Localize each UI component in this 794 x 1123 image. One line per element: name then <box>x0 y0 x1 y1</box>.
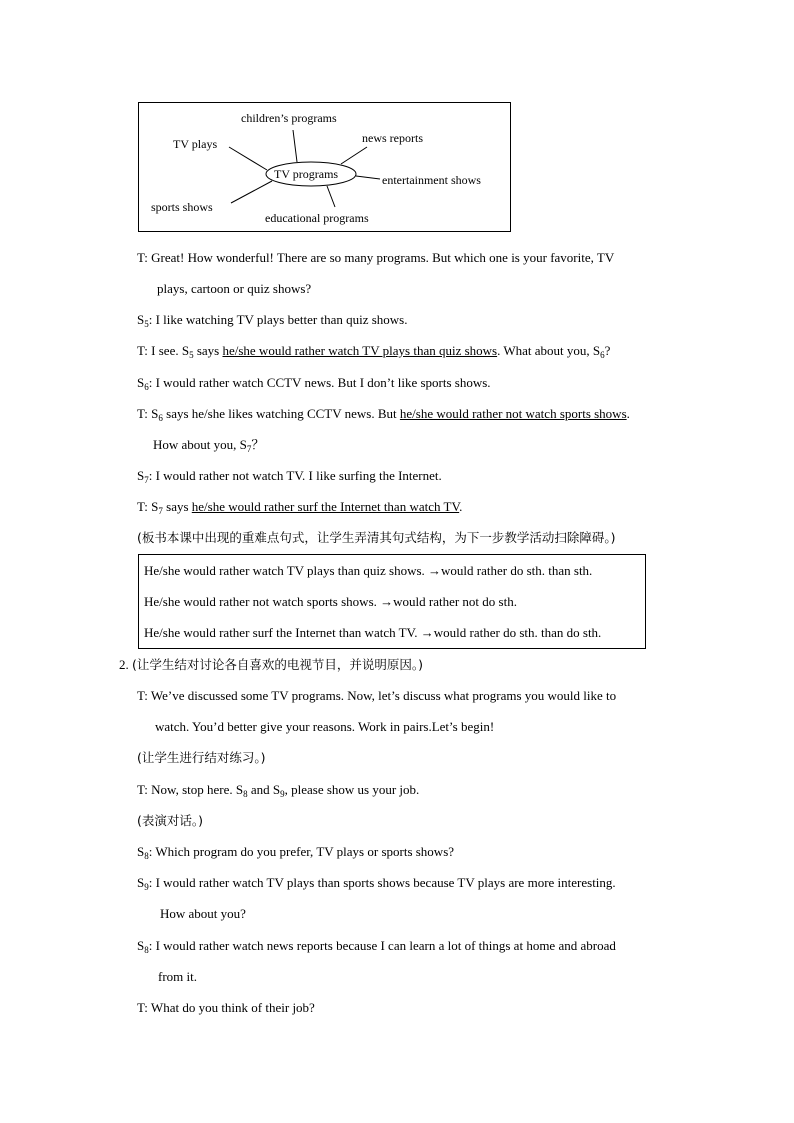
label-educational-programs: educational programs <box>265 211 369 225</box>
line-entertainment <box>356 176 380 179</box>
line-s8-answer-cont: from it. <box>158 969 197 984</box>
line-teacher-what-think: T: What do you think of their job? <box>137 1000 315 1015</box>
line-news <box>341 147 367 164</box>
line-teacher-s7-says: T: $S_7$ says he/she would rather surf the Internet than watch TV. <box>137 499 463 516</box>
line-teacher-great: T: Great! How wonderful! There are so many programs. But which one is your favorite, TV <box>137 250 615 265</box>
line-s9-answer-cont: How about you? <box>160 906 246 921</box>
line-s5: $S_5$: I like watching TV plays better than quiz shows. <box>137 312 408 329</box>
line-educational <box>327 186 335 207</box>
line-tv-plays <box>229 147 267 170</box>
line-s6: $S_6$: I would rather watch CCTV news. But I don’t like sports shows. <box>137 375 491 392</box>
label-news-reports: news reports <box>362 131 423 145</box>
pattern-line-1: He/she would rather watch TV plays than quiz shows. →would rather do sth. than sth. <box>144 563 593 578</box>
line-s8-question: $S_8$: Which program do you prefer, TV plays or sports shows? <box>137 844 455 861</box>
pattern-line-2: He/she would rather not watch sports shows. →would rather not do sth. <box>144 594 517 609</box>
line-childrens <box>293 130 297 162</box>
label-entertainment-shows: entertainment shows <box>382 173 481 187</box>
label-sports-shows: sports shows <box>151 200 213 214</box>
pattern-line-3: He/she would rather surf the Internet than watch TV. →would rather do sth. than do sth. <box>144 625 602 640</box>
item-2-heading: 2. (让学生结对讨论各自喜欢的电视节目，并说明原因。) <box>119 657 424 672</box>
line-s7: $S_7$: I would rather not watch TV. I like surfing the Internet. <box>137 468 442 485</box>
line-teacher-stop: T: Now, stop here. $S_8$ and $S_9$, please show us your job. <box>137 782 420 799</box>
line-teacher-how-about-s7: How about you, $S_7$？ <box>153 437 265 454</box>
line-teacher-i-see: T: I see. $S_5$ says he/she would rather watch TV plays than quiz shows. What about you, $S_6$? <box>137 343 611 360</box>
line-s9-answer: $S_9$: I would rather watch TV plays than sports shows because TV plays are more interesting. <box>137 875 616 892</box>
note-blackboard: (板书本课中出现的重难点句式，让学生弄清其句式结构，为下一步教学活动扫除障碍。) <box>137 530 616 545</box>
label-tv-programs: TV programs <box>274 167 339 181</box>
label-tv-plays: TV plays <box>173 137 218 151</box>
line-s8-answer: $S_8$: I would rather watch news reports because I can learn a lot of things at home and abroad <box>137 938 616 955</box>
line-teacher-great-cont: plays, cartoon or quiz shows? <box>157 281 312 296</box>
note-pair-practice: (让学生进行结对练习。) <box>137 750 266 765</box>
line-teacher-discussed-cont: watch. You’d better give your reasons. Work in pairs.Let’s begin! <box>155 719 495 734</box>
label-childrens-programs: children’s programs <box>241 111 337 125</box>
line-teacher-discussed: T: We’ve discussed some TV programs. Now, let’s discuss what programs you would like to <box>137 688 617 703</box>
line-teacher-s6-says: T: $S_6$ says he/she likes watching CCTV news. But he/she would rather not watch sports shows. <box>137 406 630 423</box>
tv-programs-diagram <box>138 102 511 232</box>
note-act-dialogue: (表演对话。) <box>137 813 204 828</box>
line-sports <box>231 181 272 203</box>
